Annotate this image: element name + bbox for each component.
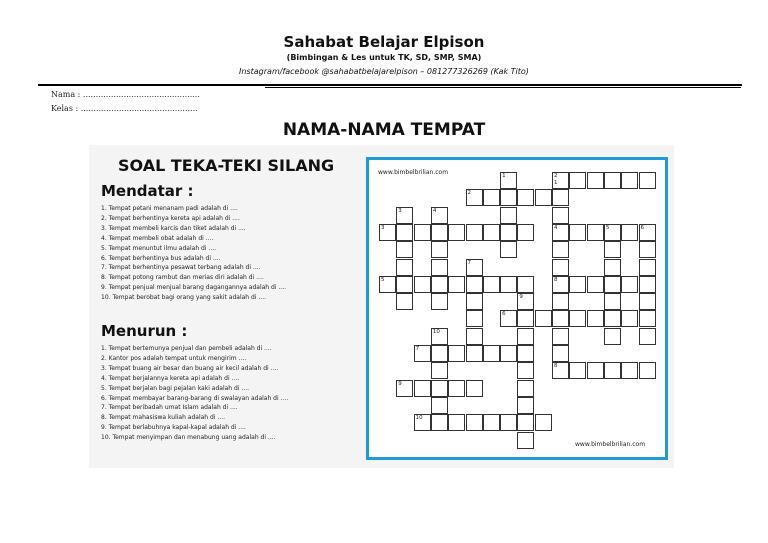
crossword-cell[interactable]: [587, 224, 604, 241]
crossword-cell[interactable]: [466, 414, 483, 431]
crossword-cell[interactable]: [500, 345, 517, 362]
crossword-cell[interactable]: [552, 345, 569, 362]
crossword-cell[interactable]: [639, 241, 656, 258]
crossword-cell[interactable]: [396, 276, 413, 293]
crossword-cell[interactable]: [552, 259, 569, 276]
crossword-number: 4: [554, 224, 558, 231]
clue-item: 1. Tempat bertemunya penjual dan pembeli adalah di ....: [101, 345, 272, 352]
crossword-number: 9: [519, 294, 523, 301]
crossword-cell[interactable]: [431, 362, 448, 379]
crossword-cell[interactable]: [448, 224, 465, 241]
crossword-cell[interactable]: [604, 276, 621, 293]
crossword-cell[interactable]: [466, 276, 483, 293]
crossword-cell[interactable]: [587, 310, 604, 327]
org-subtitle: (Bimbingan & Les untuk TK, SD, SMP, SMA): [286, 53, 482, 62]
crossword-number: 3: [398, 207, 402, 214]
clue-item: 9. Tempat berlabuhnya kapal-kapal adalah di ....: [101, 424, 246, 432]
menurun-title: Menurun :: [101, 322, 188, 340]
clue-item: 9. Tempat penjual menjual barang dagangannya adalah di ....: [101, 284, 287, 292]
crossword-cell[interactable]: [587, 276, 604, 293]
crossword-cell[interactable]: [466, 380, 483, 397]
clue-item: 2. Kantor pos adalah tempat untuk mengirim ....: [101, 354, 247, 362]
crossword-cell[interactable]: [604, 328, 621, 345]
crossword-cell[interactable]: [604, 259, 621, 276]
crossword-number: 6: [502, 311, 506, 318]
crossword-cell[interactable]: [639, 259, 656, 276]
clue-item: 2. Tempat berhentinya kereta api adalah di ....: [101, 214, 240, 222]
crossword-number: 8: [554, 276, 558, 283]
crossword-cell[interactable]: [517, 328, 534, 345]
crossword-number: 5: [381, 276, 385, 283]
header-divider-thin: [265, 87, 741, 88]
crossword-cell[interactable]: [639, 328, 656, 345]
crossword-cell[interactable]: [639, 310, 656, 327]
header-divider: [38, 84, 742, 86]
crossword-cell[interactable]: [466, 293, 483, 310]
crossword-cell[interactable]: [517, 432, 534, 449]
crossword-cell[interactable]: [639, 276, 656, 293]
mendatar-clues: [101, 204, 286, 303]
crossword-cell[interactable]: [500, 276, 517, 293]
org-contact: Instagram/facebook @sahabatbelajarelpison – 081277326269 (Kak Tito): [239, 67, 529, 76]
crossword-cell[interactable]: [396, 241, 413, 258]
clue-item: 10. Tempat menyimpan dan menabung uang adalah di ....: [101, 434, 276, 442]
crossword-number: 5: [605, 224, 610, 231]
clue-item: 5. Tempat berjalan bagi pejalan kaki adalah di ....: [101, 384, 250, 392]
crossword-cell[interactable]: [552, 207, 569, 224]
crossword-cell[interactable]: [621, 224, 638, 241]
crossword-cell[interactable]: [604, 293, 621, 310]
clue-item: 7. Tempat beribadah umat Islam adalah di ....: [101, 404, 238, 412]
crossword-cell[interactable]: [500, 224, 517, 241]
crossword-cell[interactable]: [569, 310, 586, 327]
crossword-number: 10: [432, 328, 440, 335]
crossword-cell[interactable]: [517, 189, 534, 206]
crossword-cell[interactable]: [431, 241, 448, 258]
crossword-cell[interactable]: [500, 207, 517, 224]
crossword-cell[interactable]: [466, 345, 483, 362]
menurun-clues: [101, 344, 288, 443]
crossword-cell[interactable]: [431, 259, 448, 276]
crossword-number: 9: [398, 380, 402, 387]
crossword-cell[interactable]: [517, 276, 534, 293]
grid-url-top: www.bimbelbrilian.com: [378, 169, 449, 176]
crossword-cell[interactable]: [466, 310, 483, 327]
crossword-cell[interactable]: [448, 380, 465, 397]
clue-item: 6. Tempat berhentinya bus adalah di ....: [101, 254, 221, 262]
clue-item: 4. Tempat berjalannya kereta api adalah di ....: [101, 374, 240, 382]
crossword-number: 6: [640, 224, 644, 231]
crossword-cell[interactable]: [448, 414, 465, 431]
crossword-cell[interactable]: [587, 172, 604, 189]
clue-item: 8. Tempat potong rambut dan merias diri adalah di ....: [101, 274, 264, 282]
puzzle-title: SOAL TEKA-TEKI SILANG: [118, 156, 335, 175]
crossword-cell[interactable]: [414, 380, 431, 397]
crossword-cell[interactable]: [396, 259, 413, 276]
crossword-cell[interactable]: [517, 345, 534, 362]
crossword-cell[interactable]: [448, 345, 465, 362]
crossword-cell[interactable]: [569, 172, 586, 189]
crossword-number: 7: [467, 259, 471, 266]
crossword-cell[interactable]: [621, 276, 638, 293]
clue-item: 6. Tempat membayar barang-barang di swalayan adalah di ....: [101, 394, 289, 402]
crossword-cell[interactable]: [569, 276, 586, 293]
crossword-cell[interactable]: [483, 414, 500, 431]
class-field: Kelas : ..............................................: [51, 104, 198, 113]
crossword-number: 8: [554, 363, 558, 370]
crossword-cell[interactable]: [483, 189, 500, 206]
crossword-cell[interactable]: [517, 310, 534, 327]
crossword-cell[interactable]: [431, 293, 448, 310]
crossword-cell[interactable]: [621, 310, 638, 327]
crossword-cell[interactable]: [621, 362, 638, 379]
clue-item: 4. Tempat membeli obat adalah di ....: [101, 234, 214, 242]
crossword-cell[interactable]: [604, 241, 621, 258]
crossword-number: 1: [554, 180, 558, 186]
crossword-cell[interactable]: [621, 172, 638, 189]
crossword-cell[interactable]: [466, 328, 483, 345]
crossword-cell[interactable]: [552, 241, 569, 258]
crossword-cell[interactable]: [517, 380, 534, 397]
crossword-cell[interactable]: [500, 189, 517, 206]
crossword-cell[interactable]: [517, 397, 534, 414]
crossword-cell[interactable]: [431, 380, 448, 397]
crossword-number: 2: [554, 173, 558, 179]
crossword-cell[interactable]: [604, 310, 621, 327]
org-title: Sahabat Belajar Elpison: [283, 33, 485, 51]
crossword-cell[interactable]: [552, 328, 569, 345]
crossword-cell[interactable]: [517, 414, 534, 431]
clue-item: 7. Tempat berhentinya pesawat terbang adalah di ....: [101, 264, 261, 272]
crossword-cell[interactable]: [483, 345, 500, 362]
crossword-cell[interactable]: [431, 414, 448, 431]
clue-item: 10. Tempat berobat bagi orang yang sakit adalah di ....: [101, 294, 267, 302]
crossword-cell[interactable]: [604, 362, 621, 379]
crossword-cell[interactable]: [535, 310, 552, 327]
crossword-cell[interactable]: [431, 397, 448, 414]
crossword-cell[interactable]: [517, 362, 534, 379]
crossword-cell[interactable]: [414, 276, 431, 293]
crossword-cell[interactable]: [569, 224, 586, 241]
crossword-cell[interactable]: [448, 276, 465, 293]
crossword-cell[interactable]: [639, 293, 656, 310]
crossword-cell[interactable]: [604, 172, 621, 189]
crossword-cell[interactable]: [396, 224, 413, 241]
clue-item: 8. Tempat mahasiswa kuliah adalah di ....: [101, 414, 226, 422]
crossword-cell[interactable]: [414, 224, 431, 241]
clue-item: 3. Tempat membeli karcis dan tiket adalah di ....: [101, 224, 246, 232]
crossword-cell[interactable]: [500, 241, 517, 258]
crossword-cell[interactable]: [535, 189, 552, 206]
crossword-cell[interactable]: [431, 345, 448, 362]
name-field: Nama : ..............................................: [51, 90, 200, 99]
crossword-number: 1: [502, 173, 506, 179]
crossword-cell[interactable]: [396, 293, 413, 310]
crossword-cell[interactable]: [639, 172, 656, 189]
crossword-number: 4: [432, 207, 437, 214]
clue-item: 1. Tempat petani menanam padi adalah di ....: [101, 205, 238, 212]
crossword-cell[interactable]: [483, 224, 500, 241]
crossword-cell[interactable]: [569, 362, 586, 379]
crossword-cell[interactable]: [500, 414, 517, 431]
crossword-cell[interactable]: [483, 276, 500, 293]
crossword-cell[interactable]: [552, 189, 569, 206]
page-heading: NAMA-NAMA TEMPAT: [282, 120, 486, 140]
crossword-cell[interactable]: [517, 224, 534, 241]
mendatar-title: Mendatar :: [101, 182, 194, 200]
crossword-cell[interactable]: [431, 224, 448, 241]
crossword-cell[interactable]: [535, 414, 552, 431]
crossword-cell[interactable]: [552, 310, 569, 327]
crossword-number: 7: [415, 346, 420, 352]
crossword-cell[interactable]: [639, 362, 656, 379]
crossword-cell[interactable]: [431, 276, 448, 293]
crossword-number: 3: [381, 224, 385, 231]
grid-url-bottom: www.bimbelbrilian.com: [575, 441, 646, 448]
clue-item: 5. Tempat menuntut ilmu adalah di ....: [101, 244, 217, 252]
crossword-number: 2: [467, 190, 471, 197]
crossword-cell[interactable]: [466, 224, 483, 241]
crossword-cell[interactable]: [587, 362, 604, 379]
crossword-cell[interactable]: [552, 293, 569, 310]
clue-item: 3. Tempat buang air besar dan buang air kecil adalah di ....: [101, 364, 279, 372]
crossword-number: 10: [415, 415, 423, 422]
